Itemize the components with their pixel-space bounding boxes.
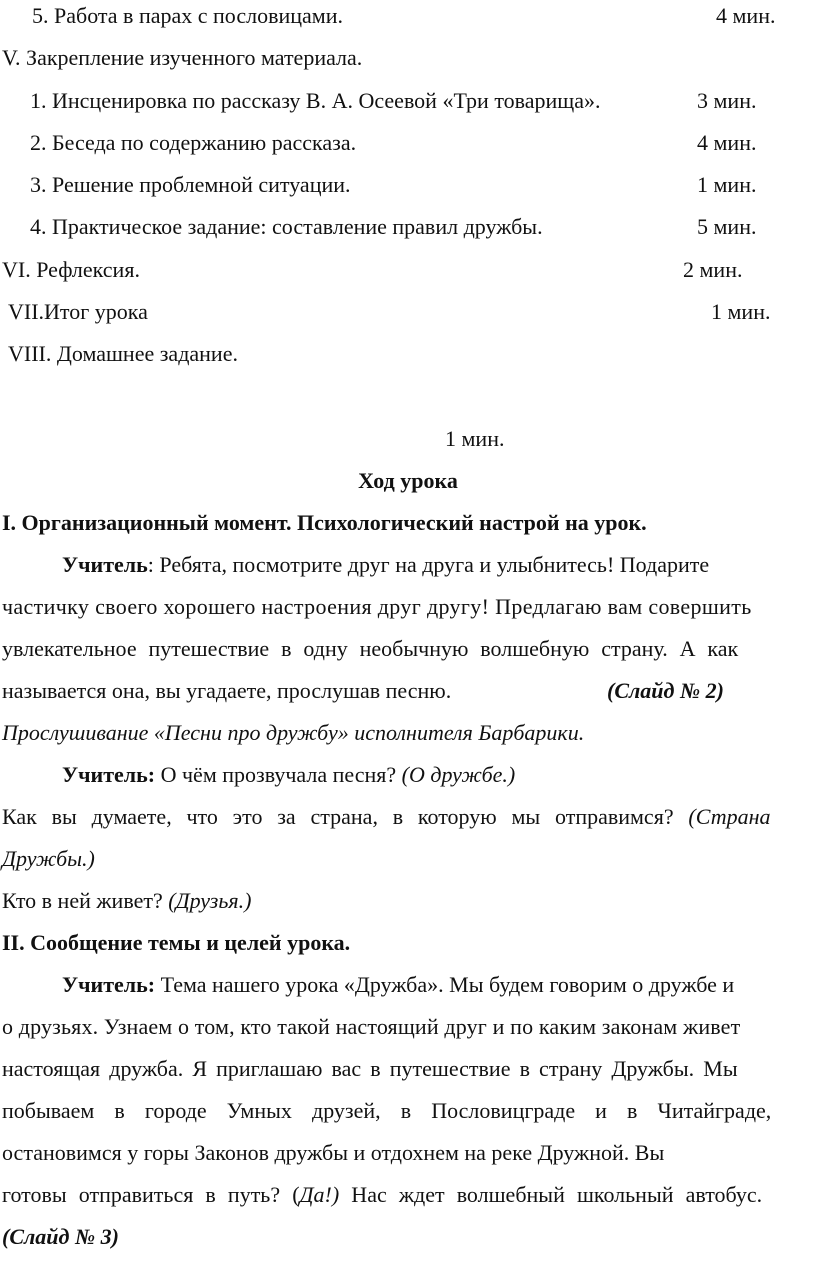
teacher-label: Учитель — [62, 552, 148, 577]
paragraph-2-text-6a: готовы отправиться в путь? ( — [2, 1182, 300, 1207]
plan-item-v4: 4. Практическое задание: составление правил дружбы. — [30, 214, 543, 239]
paragraph-2-text-6c: Нас ждет волшебный школьный автобус. — [339, 1182, 763, 1207]
question-3-text: Кто в ней живет? — [2, 888, 169, 913]
paragraph-2-line-1 — [62, 972, 734, 998]
question-2-answer-part-1: (Страна — [688, 804, 771, 829]
paragraph-2-line-6 — [2, 1182, 762, 1208]
question-1-text: О чём прозвучала песня? — [155, 762, 402, 787]
plan-section-vi: VI. Рефлексия. — [2, 257, 140, 282]
paragraph-2-line-2: о друзьях. Узнаем о том, кто такой настоящий друг и по каким законам живет — [2, 1014, 741, 1039]
slide-2-label: (Слайд № 2) — [607, 678, 724, 703]
plan-section-vii: VII.Итог урока — [8, 299, 148, 324]
paragraph-1-line-3: увлекательное путешествие в одну необычную волшебную страну. А как — [2, 636, 739, 661]
paragraph-1-line-1 — [62, 552, 814, 578]
paragraph-1-line-4: называется она, вы угадаете, прослушав песню. — [2, 678, 452, 703]
plan-item-v1-time: 3 мин. — [697, 88, 757, 113]
paragraph-2-line-4: побываем в городе Умных друзей, в Пословицграде и в Читайграде, — [2, 1098, 772, 1123]
paragraph-1-line-2: частичку своего хорошего настроения друг другу! Предлагаю вам совершить — [2, 594, 752, 619]
plan-section-vi-time: 2 мин. — [683, 257, 743, 282]
question-2-line-1 — [2, 804, 814, 830]
question-3 — [2, 888, 251, 914]
question-2-text: Как вы думаете, что это за страна, в которую мы отправимся? — [2, 804, 689, 829]
plan-item-v4-time: 5 мин. — [697, 214, 757, 239]
question-3-answer: (Друзья.) — [168, 888, 252, 913]
plan-section-viii: VIII. Домашнее задание. — [8, 341, 238, 366]
plan-item-5-time: 4 мин. — [716, 3, 776, 28]
section-1-heading: I. Организационный момент. Психологический настрой на урок. — [2, 510, 647, 535]
plan-item-v3-time: 1 мин. — [697, 172, 757, 197]
lesson-title: Ход урока — [358, 468, 458, 493]
teacher-label: Учитель: — [62, 762, 156, 787]
plan-item-v1: 1. Инсценировка по рассказу В. А. Осеевой «Три товарища». — [30, 88, 601, 113]
paragraph-2-line-5: остановимся у горы Законов дружбы и отдохнем на реке Дружной. Вы — [2, 1140, 665, 1165]
slide-3-label: (Слайд № 3) — [2, 1224, 119, 1249]
question-1-answer: (О дружбе.) — [401, 762, 516, 787]
paragraph-2-answer: Да!) — [299, 1182, 340, 1207]
teacher-label: Учитель: — [62, 972, 156, 997]
paragraph-2-text-1: Тема нашего урока «Дружба». Мы будем говорим о дружбе и — [155, 972, 735, 997]
plan-item-v2-time: 4 мин. — [697, 130, 757, 155]
plan-section-v: V. Закрепление изученного материала. — [2, 45, 363, 70]
question-1 — [62, 762, 515, 788]
plan-item-5: 5. Работа в парах с пословицами. — [32, 3, 343, 28]
plan-item-v2: 2. Беседа по содержанию рассказа. — [30, 130, 357, 155]
paragraph-2-line-3: настоящая дружба. Я приглашаю вас в путешествие в страну Дружбы. Мы — [2, 1056, 738, 1081]
plan-section-vii-time: 1 мин. — [711, 299, 771, 324]
plan-item-v3: 3. Решение проблемной ситуации. — [30, 172, 351, 197]
section-2-heading: II. Сообщение темы и целей урока. — [2, 930, 351, 955]
paragraph-1-text: : Ребята, посмотрите друг на друга и улыбнитесь! Подарите — [147, 552, 710, 577]
plan-section-viii-time: 1 мин. — [445, 426, 505, 451]
question-2-answer-part-2: Дружбы.) — [2, 846, 95, 871]
listening-note: Прослушивание «Песни про дружбу» исполнителя Барбарики. — [2, 720, 585, 745]
